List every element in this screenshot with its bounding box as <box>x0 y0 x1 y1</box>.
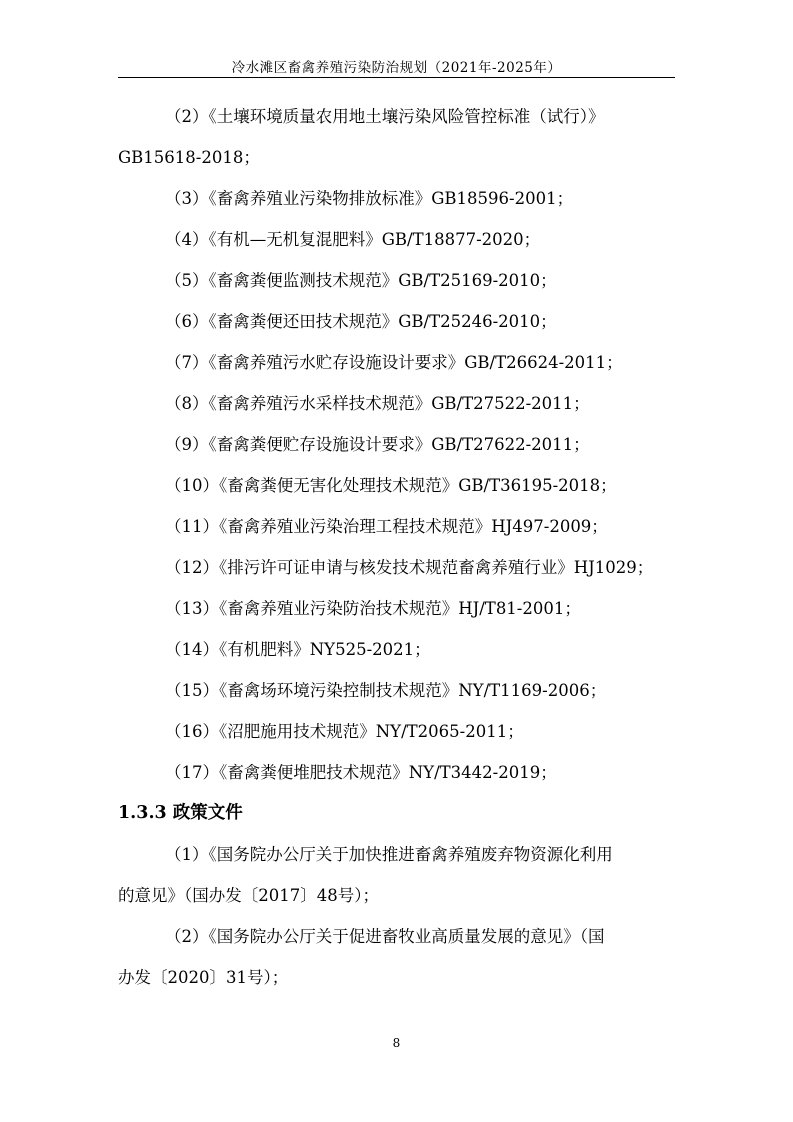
page-header-title: 冷水滩区畜禽养殖污染防治规划（2021年-2025年） <box>231 60 562 76</box>
list-item: （8）《畜禽养殖污水采样技术规范》GB/T27522-2011； <box>165 394 590 413</box>
list-item-continuation: 的意见》（国办发〔2017〕48号）； <box>118 886 379 905</box>
section-heading: 1.3.3 政策文件 <box>118 803 243 823</box>
list-item: （10）《畜禽粪便无害化处理技术规范》GB/T36195-2018； <box>165 476 617 495</box>
list-item-continuation: GB15618-2018； <box>118 148 260 167</box>
list-item: （2）《国务院办公厅关于促进畜牧业高质量发展的意见》（国 <box>165 927 605 946</box>
list-item: （13）《畜禽养殖业污染防治技术规范》HJ/T81-2001； <box>165 599 581 618</box>
list-item-continuation: 办发〔2020〕31号）； <box>118 968 289 987</box>
list-item: （9）《畜禽粪便贮存设施设计要求》GB/T27622-2011； <box>165 435 590 454</box>
list-item: （12）《排污许可证申请与核发技术规范畜禽养殖行业》HJ1029； <box>165 558 654 577</box>
list-item: （3）《畜禽养殖业污染物排放标准》GB18596-2001； <box>165 189 574 208</box>
policies-list <box>118 834 678 998</box>
list-item: （4）《有机—无机复混肥料》GB/T18877-2020； <box>165 230 541 249</box>
list-item: （16）《沼肥施用技术规范》NY/T2065-2011； <box>165 722 524 741</box>
header-divider <box>118 77 675 78</box>
list-item: （5）《畜禽粪便监测技术规范》GB/T25169-2010； <box>165 271 557 290</box>
list-item: （15）《畜禽场环境污染控制技术规范》NY/T1169-2006； <box>165 681 607 700</box>
list-item: （1）《国务院办公厅关于加快推进畜禽养殖废弃物资源化利用 <box>165 845 613 864</box>
list-item: （17）《畜禽粪便堆肥技术规范》NY/T3442-2019； <box>165 763 557 782</box>
list-item: （14）《有机肥料》NY525-2021； <box>165 640 431 659</box>
page-body <box>118 96 678 998</box>
page-number: 8 <box>392 1036 401 1050</box>
list-item: （2）《土壤环境质量农用地土壤污染风险管控标准（试行）》 <box>165 107 605 126</box>
list-item: （11）《畜禽养殖业污染治理工程技术规范》HJ497-2009； <box>165 517 608 536</box>
list-item: （7）《畜禽养殖污水贮存设施设计要求》GB/T26624-2011； <box>165 353 623 372</box>
standards-list <box>118 96 678 793</box>
list-item: （6）《畜禽粪便还田技术规范》GB/T25246-2010； <box>165 312 557 331</box>
